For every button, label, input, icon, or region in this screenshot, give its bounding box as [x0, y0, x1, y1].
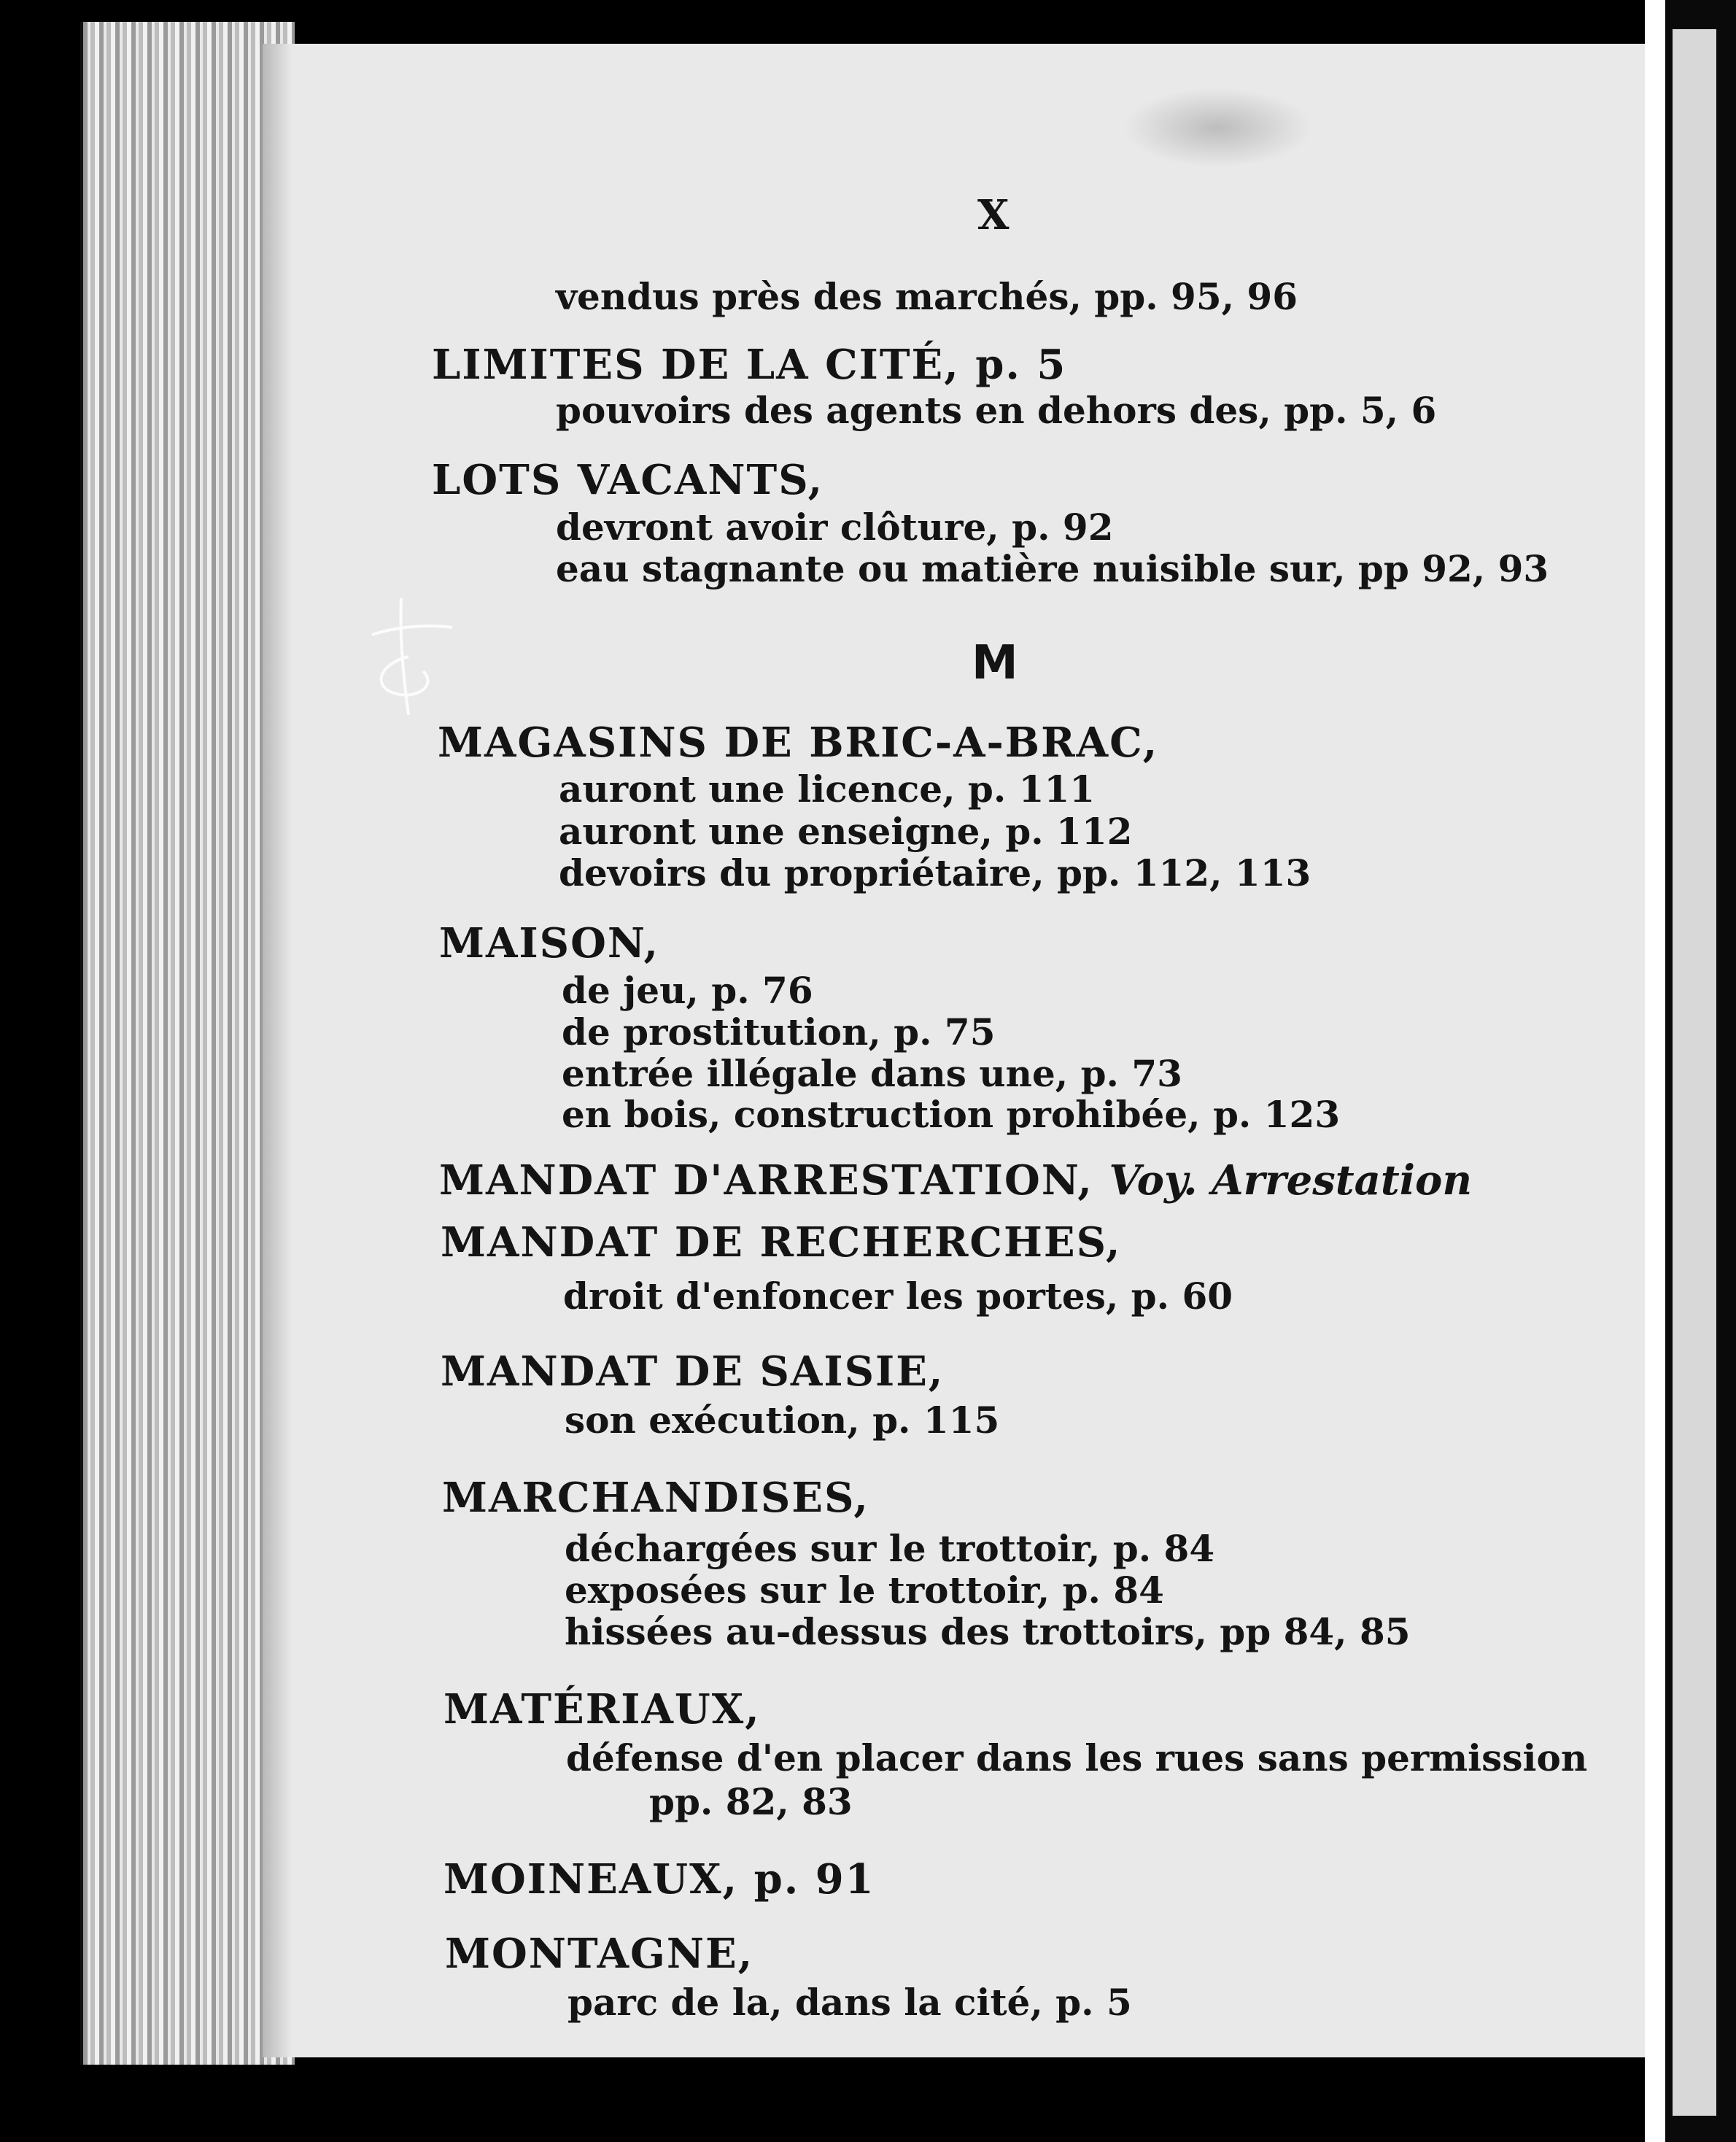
index-subentry: eau stagnante ou matière nuisible sur, pp 92, 93	[556, 547, 1549, 590]
index-heading	[439, 1156, 1473, 1205]
index-subentry: parc de la, dans la cité, p. 5	[567, 1981, 1132, 2024]
index-heading: LIMITES DE LA CITÉ, p. 5	[432, 341, 1067, 389]
index-subentry: défense d'en placer dans les rues sans permission	[566, 1736, 1588, 1779]
index-subentry: exposées sur le trottoir, p. 84	[565, 1569, 1164, 1612]
index-subentry: en bois, construction prohibée, p. 123	[562, 1093, 1341, 1136]
index-heading: MANDAT DE SAISIE,	[441, 1348, 945, 1396]
index-subentry: son exécution, p. 115	[565, 1399, 1000, 1442]
index-subentry: auront une licence, p. 111	[559, 768, 1096, 811]
index-subentry: de jeu, p. 76	[562, 969, 813, 1012]
index-heading: MATÉRIAUX,	[443, 1685, 761, 1733]
index-heading: MARCHANDISES,	[442, 1474, 869, 1522]
index-subentry: droit d'enfoncer les portes, p. 60	[563, 1275, 1233, 1318]
index-subentry: hissées au-dessus des trottoirs, pp 84, 85	[565, 1610, 1411, 1653]
index-subentry: pp. 82, 83	[649, 1780, 853, 1823]
index-subentry: pouvoirs des agents en dehors des, pp. 5, 6	[556, 389, 1437, 432]
cross-reference: Voy. Arrestation	[1109, 1156, 1473, 1205]
section-letter: M	[972, 636, 1018, 690]
index-heading: MAGASINS DE BRIC-A-BRAC,	[438, 719, 1159, 767]
index-subentry: déchargées sur le trottoir, p. 84	[565, 1527, 1215, 1570]
index-subentry: de prostitution, p. 75	[562, 1010, 996, 1053]
index-subentry: auront une enseigne, p. 112	[559, 810, 1133, 853]
index-heading: MONTAGNE,	[445, 1930, 754, 1978]
index-subentry: entrée illégale dans une, p. 73	[562, 1052, 1182, 1095]
index-heading: MANDAT DE RECHERCHES,	[441, 1218, 1122, 1267]
index-subentry: devront avoir clôture, p. 92	[556, 506, 1114, 549]
handwritten-mark-icon	[357, 591, 460, 722]
index-heading: LOTS VACANTS,	[432, 456, 824, 504]
heading-text: MANDAT D'ARRESTATION,	[439, 1156, 1093, 1205]
index-heading: MAISON,	[439, 919, 659, 967]
index-subentry: devoirs du propriétaire, pp. 112, 113	[559, 851, 1311, 894]
index-heading: MOINEAUX, p. 91	[443, 1855, 875, 1903]
page-number: X	[977, 191, 1010, 239]
index-subentry: vendus près des marchés, pp. 95, 96	[556, 275, 1298, 318]
